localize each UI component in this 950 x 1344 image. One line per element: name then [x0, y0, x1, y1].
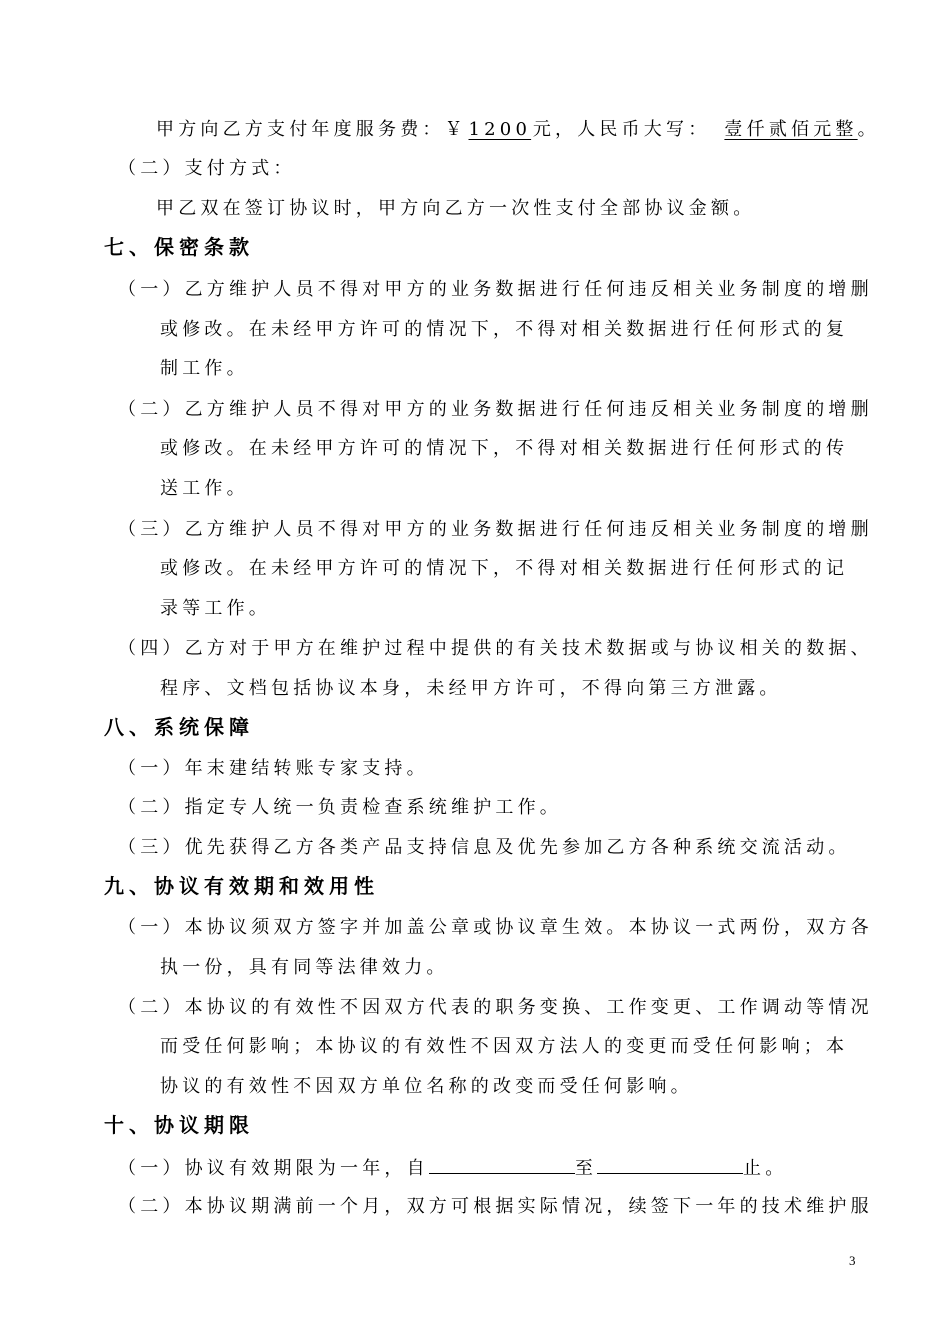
s9-item-1-text-1: 本协议须双方签字并加盖公章或协议章生效。本协议一式两份，双方各 [184, 917, 873, 938]
s7-item-1-text-1: 乙方维护人员不得对甲方的业务数据进行任何违反相关业务制度的增删 [184, 279, 873, 300]
s9-item-2-text-1: 本协议的有效性不因双方代表的职务变换、工作变更、工作调动等情况 [184, 997, 873, 1018]
payment-text: 甲乙双在签订协议时，甲方向乙方一次性支付全部协议金额。 [156, 198, 756, 219]
section-10-heading: 十、协议期限 [104, 1113, 254, 1137]
s7-item-2-num: （二） [118, 399, 185, 420]
s7-item-1-line-2: 或修改。在未经甲方许可的情况下，不得对相关数据进行任何形式的复 [160, 319, 849, 340]
s7-item-1-line-3: 制工作。 [160, 358, 249, 379]
s7-item-3-line-1 [118, 518, 873, 542]
s10-item-1-mid: 至 [574, 1158, 598, 1179]
s10-item-2-num: （二） [118, 1196, 185, 1217]
s7-item-1-line-1 [118, 278, 873, 302]
s9-item-2-line-2: 而受任何影响；本协议的有效性不因双方法人的变更而受任何影响；本 [160, 1036, 849, 1057]
s8-item-1 [118, 757, 429, 781]
fee-amount-cn: 壹仟贰佰元整 [724, 119, 858, 140]
fee-amount: 1200 [468, 119, 532, 140]
fee-prefix: 甲方向乙方支付年度服务费：￥ [156, 119, 467, 140]
fee-line [156, 118, 880, 142]
s8-item-3 [118, 836, 851, 860]
s9-item-2-line-3: 协议的有效性不因双方单位名称的改变而受任何影响。 [160, 1076, 693, 1097]
page-number: 3 [849, 1253, 856, 1268]
s8-item-2-num: （二） [118, 797, 185, 818]
s9-item-1-num: （一） [118, 917, 185, 938]
section-7-heading: 七、保密条款 [104, 235, 254, 259]
s7-item-4-num: （四） [118, 638, 185, 659]
s7-item-3-num: （三） [118, 519, 185, 540]
s7-item-2-line-3: 送工作。 [160, 478, 249, 499]
s8-item-1-text: 年末建结转账专家支持。 [184, 758, 429, 779]
s7-item-2-line-2: 或修改。在未经甲方许可的情况下，不得对相关数据进行任何形式的传 [160, 438, 849, 459]
s8-item-2 [118, 796, 562, 820]
s8-item-1-num: （一） [118, 758, 185, 779]
s9-item-2-num: （二） [118, 997, 185, 1018]
s10-item-1-num: （一） [118, 1158, 185, 1179]
s9-item-1-line-1 [118, 916, 873, 940]
start-date-blank[interactable] [429, 1155, 575, 1174]
payment-title-line [118, 157, 296, 181]
s9-item-1-line-2: 执一份，具有同等法律效力。 [160, 957, 449, 978]
s10-item-1 [118, 1155, 787, 1181]
s7-item-4-line-2: 程序、文档包括协议本身，未经甲方许可，不得向第三方泄露。 [160, 678, 782, 699]
payment-num: （二） [118, 158, 185, 179]
s8-item-3-text: 优先获得乙方各类产品支持信息及优先参加乙方各种系统交流活动。 [184, 837, 851, 858]
s8-item-3-num: （三） [118, 837, 185, 858]
s7-item-2-line-1 [118, 398, 873, 422]
s8-item-2-text: 指定专人统一负责检查系统维护工作。 [184, 797, 563, 818]
s7-item-3-line-2: 或修改。在未经甲方许可的情况下，不得对相关数据进行任何形式的记 [160, 558, 849, 579]
payment-title: 支付方式： [184, 158, 296, 179]
fee-end: 。 [857, 119, 880, 140]
s7-item-3-line-3: 录等工作。 [160, 598, 271, 619]
s10-item-2-text: 本协议期满前一个月，双方可根据实际情况，续签下一年的技术维护服 [184, 1196, 873, 1217]
s7-item-1-num: （一） [118, 279, 185, 300]
section-8-heading: 八、系统保障 [104, 715, 254, 739]
s10-item-1-pre: 协议有效期限为一年，自 [184, 1158, 429, 1179]
s7-item-2-text-1: 乙方维护人员不得对甲方的业务数据进行任何违反相关业务制度的增删 [184, 399, 873, 420]
s7-item-4-line-1 [118, 637, 873, 661]
s10-item-1-end: 止。 [743, 1158, 788, 1179]
s7-item-4-text-1: 乙方对于甲方在维护过程中提供的有关技术数据或与协议相关的数据、 [184, 638, 873, 659]
end-date-blank[interactable] [597, 1155, 743, 1174]
s10-item-2 [118, 1195, 873, 1219]
section-9-heading: 九、协议有效期和效用性 [104, 874, 379, 898]
s9-item-2-line-1 [118, 996, 873, 1020]
s7-item-3-text-1: 乙方维护人员不得对甲方的业务数据进行任何违反相关业务制度的增删 [184, 519, 873, 540]
fee-mid: 元，人民币大写： [532, 119, 711, 140]
